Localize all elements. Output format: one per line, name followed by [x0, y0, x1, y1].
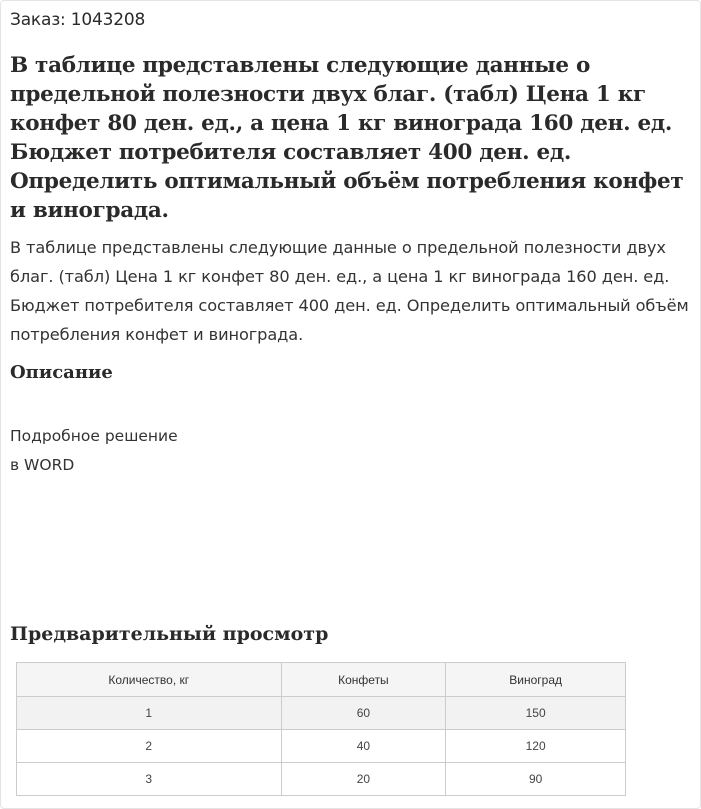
order-number: Заказ: 1043208 — [10, 10, 146, 30]
table-cell: 20 — [281, 763, 446, 796]
table-cell: 90 — [446, 763, 626, 796]
table-row — [17, 730, 626, 763]
table-cell: 3 — [17, 763, 282, 796]
column-header-candies: Конфеты — [281, 663, 446, 697]
table-cell: 2 — [17, 730, 282, 763]
column-header-quantity: Количество, кг — [17, 663, 282, 697]
page-title: В таблице представлены следующие данные о предельной полезности двух благ. (табл) Цена 1 кг конфет 80 ден. ед., а цена 1 кг винограда 160 ден. ед. Бюджет потребителя составляет 400 ден. ед. Определить оптимальный объём потребления конфет и винограда. — [10, 53, 684, 223]
task-text: В таблице представлены следующие данные о предельной полезности двух благ. (табл) Цена 1 кг конфет 80 ден. ед., а цена 1 кг винограда 160 ден. ед. Бюджет потребителя составляет 400 ден. ед. Определить оптимальный объём потребления конфет и винограда. — [10, 238, 689, 344]
preview-table — [16, 662, 626, 796]
table-row — [17, 763, 626, 796]
column-header-grapes: Виноград — [446, 663, 626, 697]
description-line-2: в WORD — [10, 456, 75, 474]
preview-heading: Предварительный просмотр — [10, 623, 329, 645]
table-cell: 120 — [446, 730, 626, 763]
table-cell: 40 — [281, 730, 446, 763]
table-cell: 60 — [281, 697, 446, 730]
table-cell: 1 — [17, 697, 282, 730]
table-cell: 150 — [446, 697, 626, 730]
table-row — [17, 697, 626, 730]
description-line-1: Подробное решение — [10, 427, 178, 445]
table-header-row — [17, 663, 626, 697]
description-heading: Описание — [10, 362, 113, 383]
